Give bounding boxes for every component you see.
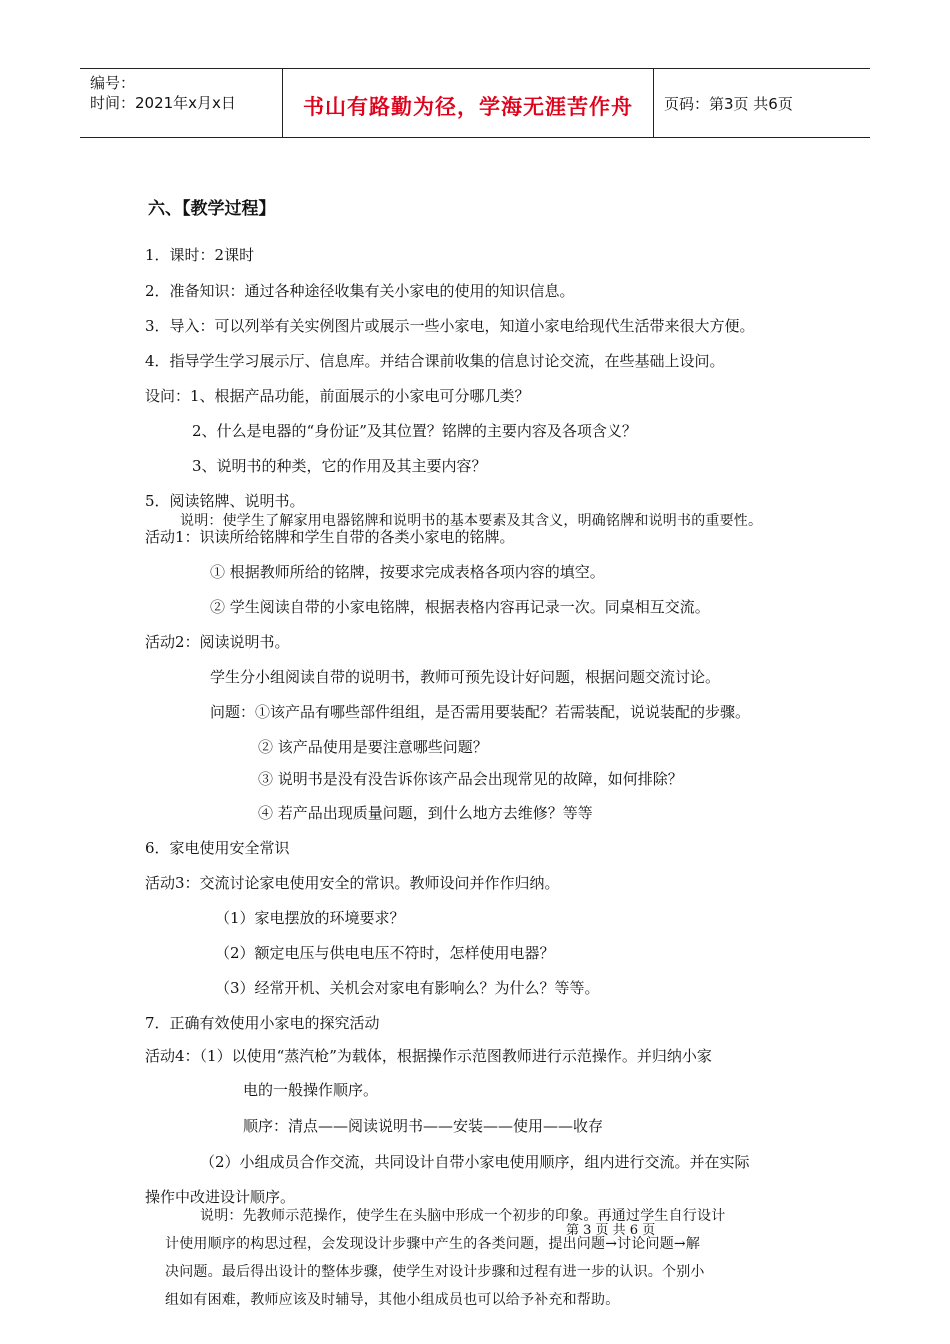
body-line: ④ 若产品出现质量问题，到什么地方去维修？等等 <box>258 804 593 822</box>
note-line: 决问题。最后得出设计的整体步骤，使学生对设计步骤和过程有进一步的认识。个别小 <box>165 1264 705 1280</box>
body-line: （3）经常开机、关机会对家电有影响么？为什么？等等。 <box>215 979 600 997</box>
body-line: 2．准备知识：通过各种途径收集有关小家电的使用的知识信息。 <box>145 282 575 300</box>
body-line: 活动1：识读所给铭牌和学生自带的各类小家电的铭牌。 <box>145 528 515 546</box>
body-line: 活动3：交流讨论家电使用安全的常识。教师设问并作作归纳。 <box>145 874 560 892</box>
body-line: ② 该产品使用是要注意哪些问题？ <box>258 738 488 756</box>
body-line: 3．导入：可以列举有关实例图片或展示一些小家电，知道小家电给现代生活带来很大方便。 <box>145 317 755 335</box>
body-line: 7．正确有效使用小家电的探究活动 <box>145 1014 380 1032</box>
header-motto-cell <box>283 69 654 137</box>
body-line: 活动2：阅读说明书。 <box>145 633 290 651</box>
body-line: 6．家电使用安全常识 <box>145 839 290 857</box>
body-line: （2）额定电压与供电电压不符时，怎样使用电器？ <box>215 944 555 962</box>
body-line: ③ 说明书是没有没告诉你该产品会出现常见的故障，如何排除？ <box>258 770 683 788</box>
body-line: 学生分小组阅读自带的说明书，教师可预先设计好问题，根据问题交流讨论。 <box>210 668 721 686</box>
section-title: 六、【教学过程】 <box>148 199 276 219</box>
page-footer: 第 3 页 共 6 页 <box>566 1223 656 1238</box>
page-number: 页码：第3页 共6页 <box>664 95 793 113</box>
note-line: 组如有困难，教师应该及时辅导，其他小组成员也可以给予补充和帮助。 <box>165 1292 620 1308</box>
body-line: 设问：1、根据产品功能，前面展示的小家电可分哪几类？ <box>145 387 530 405</box>
document-number: 编号： <box>90 74 136 92</box>
motto: 书山有路勤为径，学海无涯苦作舟 <box>303 95 633 119</box>
body-line: 电的一般操作顺序。 <box>243 1081 379 1099</box>
page-header <box>80 68 870 138</box>
note-line: 说明：使学生了解家用电器铭牌和说明书的基本要素及其含义，明确铭牌和说明书的重要性。 <box>180 513 763 529</box>
body-line: 操作中改进设计顺序。 <box>145 1188 296 1206</box>
header-page-cell <box>654 69 870 137</box>
body-line: 1．课时：2课时 <box>145 246 255 264</box>
body-line: （1）家电摆放的环境要求？ <box>215 909 405 927</box>
body-line: 顺序：清点——阅读说明书——安装——使用——收存 <box>243 1117 604 1135</box>
body-line: 问题：①该产品有哪些部件组组，是否需用要装配？若需装配，说说装配的步骤。 <box>210 703 751 721</box>
body-line: （2）小组成员合作交流，共同设计自带小家电使用顺序，组内进行交流。并在实际 <box>200 1153 750 1171</box>
header-meta-cell <box>80 69 283 137</box>
note-line: 计使用顺序的构思过程，会发现设计步骤中产生的各类问题，提出问题→讨论问题→解 <box>165 1236 701 1252</box>
note-line: 说明：先教师示范操作，使学生在头脑中形成一个初步的印象。再通过学生自行设计 <box>200 1208 726 1224</box>
body-line: ① 根据教师所给的铭牌，按要求完成表格各项内容的填空。 <box>210 563 605 581</box>
body-line: 4．指导学生学习展示厅、信息库。并结合课前收集的信息讨论交流，在些基础上设问。 <box>145 352 725 370</box>
body-line: 3、说明书的种类，它的作用及其主要内容？ <box>192 457 487 475</box>
body-line: ② 学生阅读自带的小家电铭牌，根据表格内容再记录一次。同桌相互交流。 <box>210 598 710 616</box>
body-line: 活动4：（1）以使用“蒸汽枪”为载体，根据操作示范图教师进行示范操作。并归纳小家 <box>145 1047 712 1065</box>
body-line: 5．阅读铭牌、说明书。 <box>145 492 305 510</box>
body-line: 2、什么是电器的“身份证”及其位置？铭牌的主要内容及各项含义？ <box>192 422 637 440</box>
document-date: 时间：2021年x月x日 <box>90 94 236 112</box>
